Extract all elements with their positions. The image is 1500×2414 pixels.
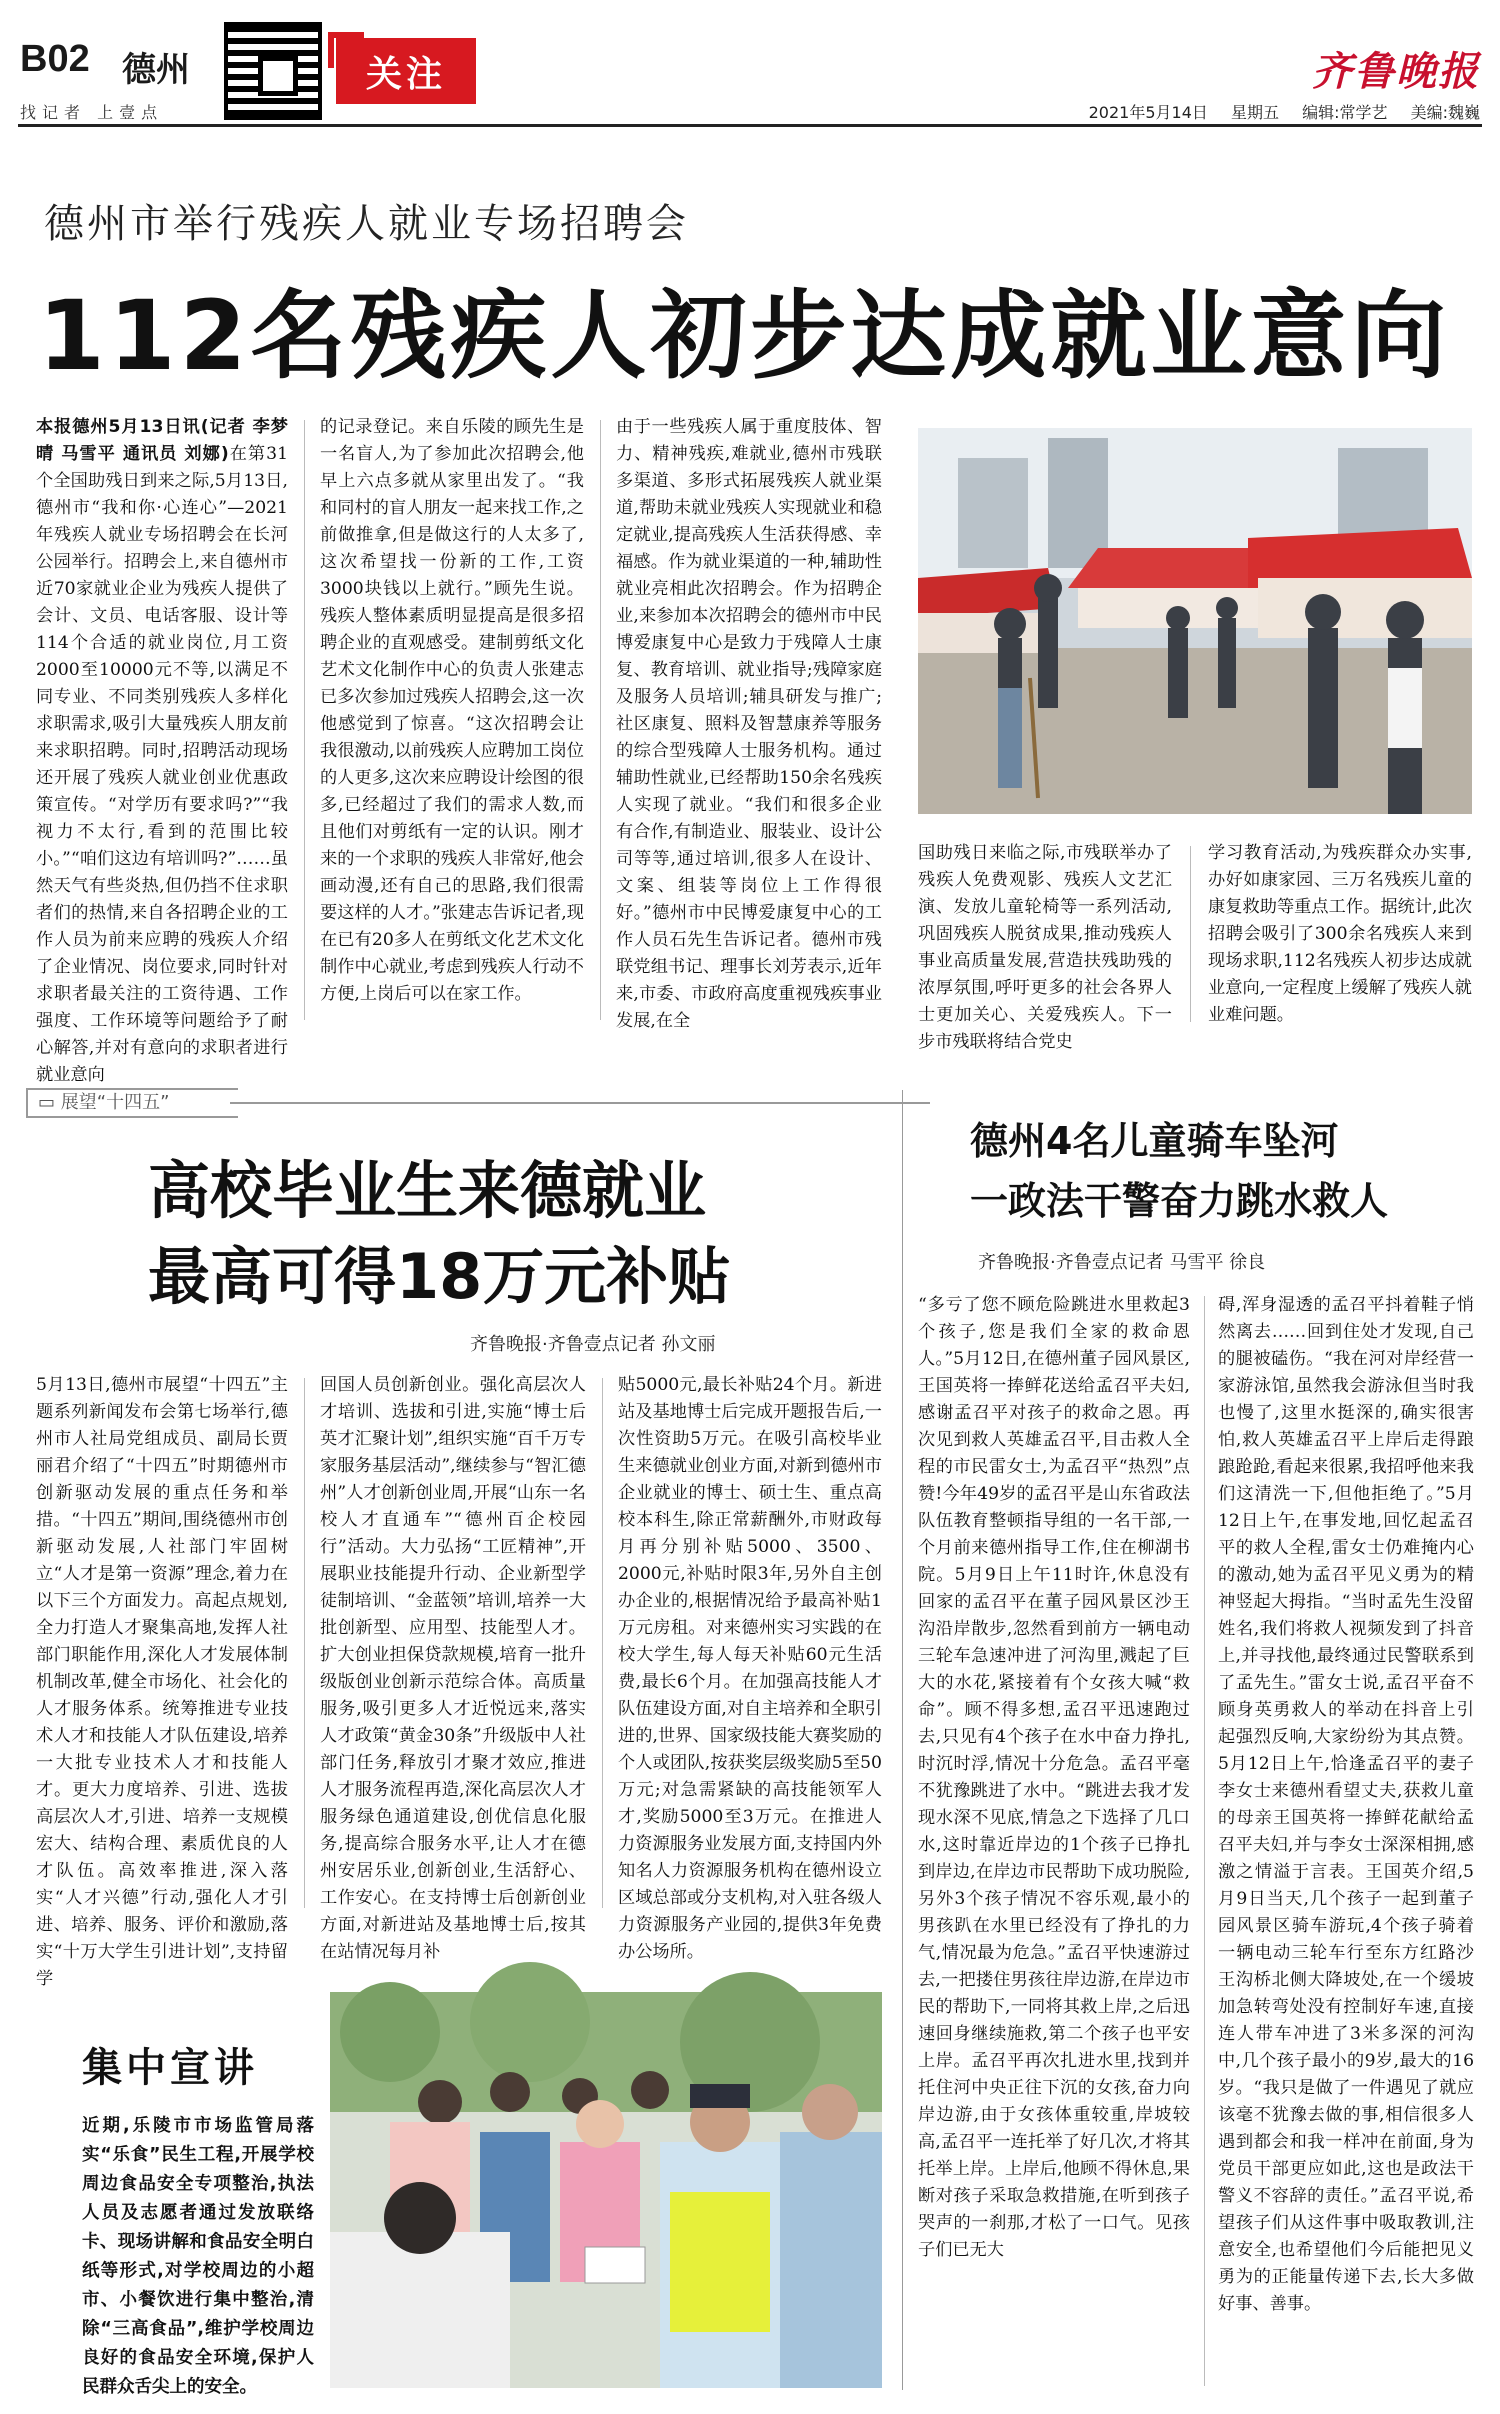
section-label-text: 展望“十四五”: [60, 1092, 170, 1113]
story3-column-2: 碍,浑身湿透的孟召平抖着鞋子悄然离去……回到住处才发现,自己的腿被磕伤。“我在河对岸经营一家游泳馆,虽然我会游泳但当时我也慢了,这里水挺深的,确实很害怕,救人英雄孟召平上岸后走得踉踉跄跄,看起来很累,我招呼他来我们这清洗一下,但他拒绝了。”5月12日上午,在事发地,回忆起孟召平的救人全程,雷女士仍难掩内心的激动,她为孟召平见义勇为的精神竖起大拇指。“当时孟先生没留姓名,我们将救人视频发到了抖音上,并寻找他,最终通过民警联系到了孟先生。”雷女士说,孟召平奋不顾身英勇救人的举动在抖音上引起强烈反响,大家纷纷为其点赞。5月12日上午,恰逢孟召平的妻子李女士来德州看望丈夫,获救儿童的母亲王国英将一捧鲜花献给孟召平夫妇,并与李女士深深相拥,感激之情溢于言表。王国英介绍,5月9日当天,几个孩子一起到董子园风景区骑车游玩,4个孩子骑着一辆电动三轮车行至东方红路沙王沟桥北侧大降坡处,在一个缓坡加急转弯处没有控制好车速,直接连人带车冲进了3米多深的河沟中,几个孩子最小的9岁,最大的16岁。“我只是做了一件遇见了就应该毫不犹豫去做的事,相信很多人遇到都会和我一样冲在前面,身为党员干部更应如此,这也是政法干警义不容辞的责任。”孟召平说,希望孩子们从这件事中吸取教训,注意安全,也希望他们今后能把见义勇为的正能量传递下去,长大多做好事、善事。: [1218, 1295, 1474, 2314]
editor-credit: 编辑:常学艺: [1302, 103, 1388, 122]
story1-column-1: [36, 414, 288, 1085]
story3-headline-line2: 一政法干警奋力跳水救人: [970, 1179, 1389, 1223]
page-number: B02: [20, 38, 90, 80]
section-tag: 关注: [336, 38, 476, 104]
issue-date: 2021年5月14日: [1088, 103, 1208, 122]
box-title: 集中宣讲: [82, 2045, 258, 2091]
newspaper-logo: 齐鲁晚报: [1312, 48, 1480, 95]
art-editor-credit: 美编:魏巍: [1410, 103, 1480, 122]
column-divider: [602, 1378, 603, 1908]
qr-code-icon: [228, 26, 318, 116]
page-section-city: 德州: [122, 50, 190, 90]
job-fair-illustration: [918, 428, 1472, 814]
story2-byline: 齐鲁晚报·齐鲁壹点记者 孙文丽: [470, 1334, 716, 1355]
story3-byline: 齐鲁晚报·齐鲁壹点记者 马雪平 徐良: [978, 1252, 1266, 1273]
story1-column-3: 由于一些残疾人属于重度肢体、智力、精神残疾,难就业,德州市残联多渠道、多形式拓展残疾人就业渠道,帮助未就业残疾人实现就业和稳定就业,提高残疾人生活获得感、幸福感。作为就业渠道的一种,辅助性就业亮相此次招聘会。作为招聘企业,来参加本次招聘会的德州市中民博爱康复中心是致力于残障人士康复、教育培训、就业指导;残障家庭及服务人员培训;辅具研发与推广;社区康复、照料及智慧康养等服务的综合型残障人士服务机构。通过辅助性就业,已经帮助150余名残疾人实现了就业。“我们和很多企业有合作,有制造业、服装业、设计公司等等,通过培训,很多人在设计、文案、组装等岗位上工作得很好。”德州市中民博爱康复中心的工作人员石先生告诉记者。德州市残联党组书记、理事长刘芳表示,近年来,市委、市政府高度重视残疾事业发展,在全: [616, 417, 882, 1031]
story3-headline-line1: 德州4名儿童骑车坠河: [970, 1119, 1339, 1163]
page-slogan: 找记者 上壹点: [20, 103, 164, 122]
column-divider: [1190, 846, 1191, 1022]
story-divider: [902, 1090, 903, 2390]
story2-headline-line1: 高校毕业生来德就业: [148, 1154, 707, 1227]
story1-kicker: 德州市举行残疾人就业专场招聘会: [44, 201, 689, 247]
column-divider: [304, 1378, 305, 1908]
story2-headline-line2: 最高可得18万元补贴: [148, 1240, 731, 1313]
column-divider: [600, 420, 601, 1020]
story1-caption-left: 国助残日来临之际,市残联举办了残疾人免费观影、残疾人文艺汇演、发放儿童轮椅等一系列活动,巩固残疾人脱贫成果,推动残疾人事业高质量发展,营造扶残助残的浓厚氛围,呼吁更多的社会各界人士更加关心、关爱残疾人。下一步市残联将结合党史: [918, 843, 1172, 1052]
story1-caption-right: 学习教育活动,为残疾群众办实事,办好如康家园、三万名残疾儿童的康复救助等重点工作。据统计,此次招聘会吸引了300余名残疾人来到现场求职,112名残疾人初步达成就业意向,一定程度上缓解了残疾人就业难问题。: [1208, 843, 1472, 1025]
issue-weekday: 星期五: [1230, 103, 1279, 122]
food-safety-photo: [330, 1992, 882, 2388]
section-icon: ▭: [38, 1092, 56, 1113]
section-label-outlook: [26, 1088, 238, 1118]
column-divider: [304, 420, 305, 1020]
story3-column-1: “多亏了您不顾危险跳进水里救起3个孩子,您是我们全家的救命恩人。”5月12日,在德州董子园风景区,王国英将一捧鲜花送给孟召平夫妇,感谢孟召平对孩子的救命之恩。再次见到救人英雄孟召平,目击救人全程的市民雷女士,为孟召平“热烈”点赞!今年49岁的孟召平是山东省政法队伍教育整顿指导组的一名干部,一个月前来德州指导工作,住在柳湖书院。5月9日上午11时许,休息没有回家的孟召平在董子园风景区沙王沟沿岸散步,忽然看到前方一辆电动三轮车急速冲进了河沟里,溅起了巨大的水花,紧接着有个女孩大喊“救命”。顾不得多想,孟召平迅速跑过去,只见有4个孩子在水中奋力挣扎,时沉时浮,情况十分危急。孟召平毫不犹豫跳进了水中。“跳进去我才发现水深不见底,情急之下选择了几口水,这时靠近岸边的1个孩子已挣扎到岸边,在岸边市民帮助下成功脱险,另外3个孩子情况不容乐观,最小的男孩趴在水里已经没有了挣扎的力气,情况最为危急。”孟召平快速游过去,一把搂住男孩往岸边游,在岸边市民的帮助下,一同将其救上岸,之后迅速回身继续施救,第二个孩子也平安上岸。孟召平再次扎进水里,找到并托住河中央正往下沉的女孩,奋力向岸边游,由于女孩体重较重,岸坡较高,孟召平一连托举了好几次,才将其托举上岸。上岸后,他顾不得休息,果断对孩子采取急救措施,在听到孩子哭声的一刹那,才松了一口气。见孩子们已无大: [918, 1295, 1190, 2260]
job-fair-photo: [918, 428, 1472, 814]
food-safety-illustration: [330, 1992, 882, 2388]
masthead-divider: [18, 124, 1482, 127]
box-text: 近期,乐陵市市场监管局落实“乐食”民生工程,开展学校周边食品安全专项整治,执法人员及志愿者通过发放联络卡、现场讲解和食品安全明白纸等形式,对学校周边的小超市、小餐饮进行集中整治,清除“三高食品”,维护学校周边良好的食品安全环境,保护人民群众舌尖上的安全。: [82, 2116, 314, 2397]
story1-col1-text: 在第31个全国助残日到来之际,5月13日,德州市“我和你·心连心”—2021年残疾人就业专场招聘会在长河公园举行。招聘会上,来自德州市近70家就业企业为残疾人提供了会计、文员、电话客服、设计等114个合适的就业岗位,月工资2000至10000元不等,以满足不同专业、不同类别残疾人多样化求职需求,吸引大量残疾人朋友前来求职招聘。同时,招聘活动现场还开展了残疾人就业创业优惠政策宣传。“对学历有要求吗?”“我视力不太行,看到的范围比较小。”“咱们这边有培训吗?”……虽然天气有些炎热,但仍挡不住求职者们的热情,来自各招聘企业的工作人员为前来应聘的残疾人介绍了企业情况、岗位要求,同时针对求职者最关注的工资待遇、工作强度、工作环境等问题给予了耐心解答,并对有意向的求职者进行就业意向: [36, 444, 288, 1085]
story2-column-2: 回国人员创新创业。强化高层次人才培训、选拔和引进,实施“博士后英才汇聚计划”,组织实施“百千万专家服务基层活动”,继续参与“智汇德州”人才创新创业周,开展“山东一名校人才直通车”“德州百企校园行”活动。大力弘扬“工匠精神”,开展职业技能提升行动、企业新型学徒制培训、“金蓝领”培训,培养一大批创新型、应用型、技能型人才。扩大创业担保贷款规模,培育一批升级版创业创新示范综合体。高质量服务,吸引更多人才近悦远来,落实人才政策“黄金30条”升级版中人社部门任务,释放引才聚才效应,推进人才服务流程再造,深化高层次人才服务绿色通道建设,创优信息化服务,提高综合服务水平,让人才在德州安居乐业,创新创业,生活舒心、工作安心。在支持博士后创新创业方面,对新进站及基地博士后,按其在站情况每月补: [320, 1375, 586, 1962]
story1-headline: 112名残疾人初步达成就业意向: [38, 280, 1451, 392]
column-divider: [1204, 1296, 1205, 2386]
story2-column-1: 5月13日,德州市展望“十四五”主题系列新闻发布会第七场举行,德州市人社局党组成员、副局长贾丽君介绍了“十四五”时期德州市创新驱动发展的重点任务和举措。“十四五”期间,围绕德州市创新驱动发展,人社部门牢固树立“人才是第一资源”理念,着力在以下三个方面发力。高起点规划,全力打造人才聚集高地,发挥人社部门职能作用,深化人才发展体制机制改革,健全市场化、社会化的人才服务体系。统筹推进专业技术人才和技能人才队伍建设,培养一大批专业技术人才和技能人才。更大力度培养、引进、选拔高层次人才,引进、培养一支规模宏大、结构合理、素质优良的人才队伍。高效率推进,深入落实“人才兴德”行动,强化人才引进、培养、服务、评价和激励,落实“十万大学生引进计划”,支持留学: [36, 1375, 288, 1989]
story2-column-3: 贴5000元,最长补贴24个月。新进站及基地博士后完成开题报告后,一次性资助5万元。在吸引高校毕业生来德就业创业方面,对新到德州市企业就业的博士、硕士生、重点高校本科生,除正常薪酬外,市财政每月再分别补贴5000、3500、2000元,补贴时限3年,另外自主创办企业的,根据情况给予最高补贴1万元房租。对来德州实习实践的在校大学生,每人每天补贴60元生活费,最长6个月。在加强高技能人才队伍建设方面,对自主培养和全职引进的,世界、国家级技能大赛奖励的个人或团队,按获奖层级奖励5至50万元;对急需紧缺的高技能领军人才,奖励5000至3万元。在推进人力资源服务业发展方面,支持国内外知名人力资源服务机构在德州设立区域总部或分支机构,对入驻各级人力资源服务产业园的,提供3年免费办公场所。: [618, 1375, 882, 1962]
section-divider: [230, 1102, 930, 1104]
dateline: [1071, 100, 1480, 123]
story1-lead: 本报德州5月13日讯(记者 李梦晴 马雪平 通讯员 刘娜): [36, 417, 288, 464]
story1-column-2: 的记录登记。来自乐陵的顾先生是一名盲人,为了参加此次招聘会,他早上六点多就从家里出发了。“我和同村的盲人朋友一起来找工作,之前做推拿,但是做这行的人太多了,这次希望找一份新的工作,工资3000块钱以上就行。”顾先生说。残疾人整体素质明显提高是很多招聘企业的直观感受。建制剪纸文化艺术文化制作中心的负责人张建志已多次参加过残疾人招聘会,这一次他感觉到了惊喜。“这次招聘会让我很激动,以前残疾人应聘加工岗位的人更多,这次来应聘设计绘图的很多,已经超过了我们的需求人数,而且他们对剪纸有一定的认识。刚才来的一个求职的残疾人非常好,他会画动漫,还有自己的思路,我们很需要这样的人才。”张建志告诉记者,现在已有20多人在剪纸文化艺术文化制作中心就业,考虑到残疾人行动不方便,上岗后可以在家工作。: [320, 417, 584, 1004]
